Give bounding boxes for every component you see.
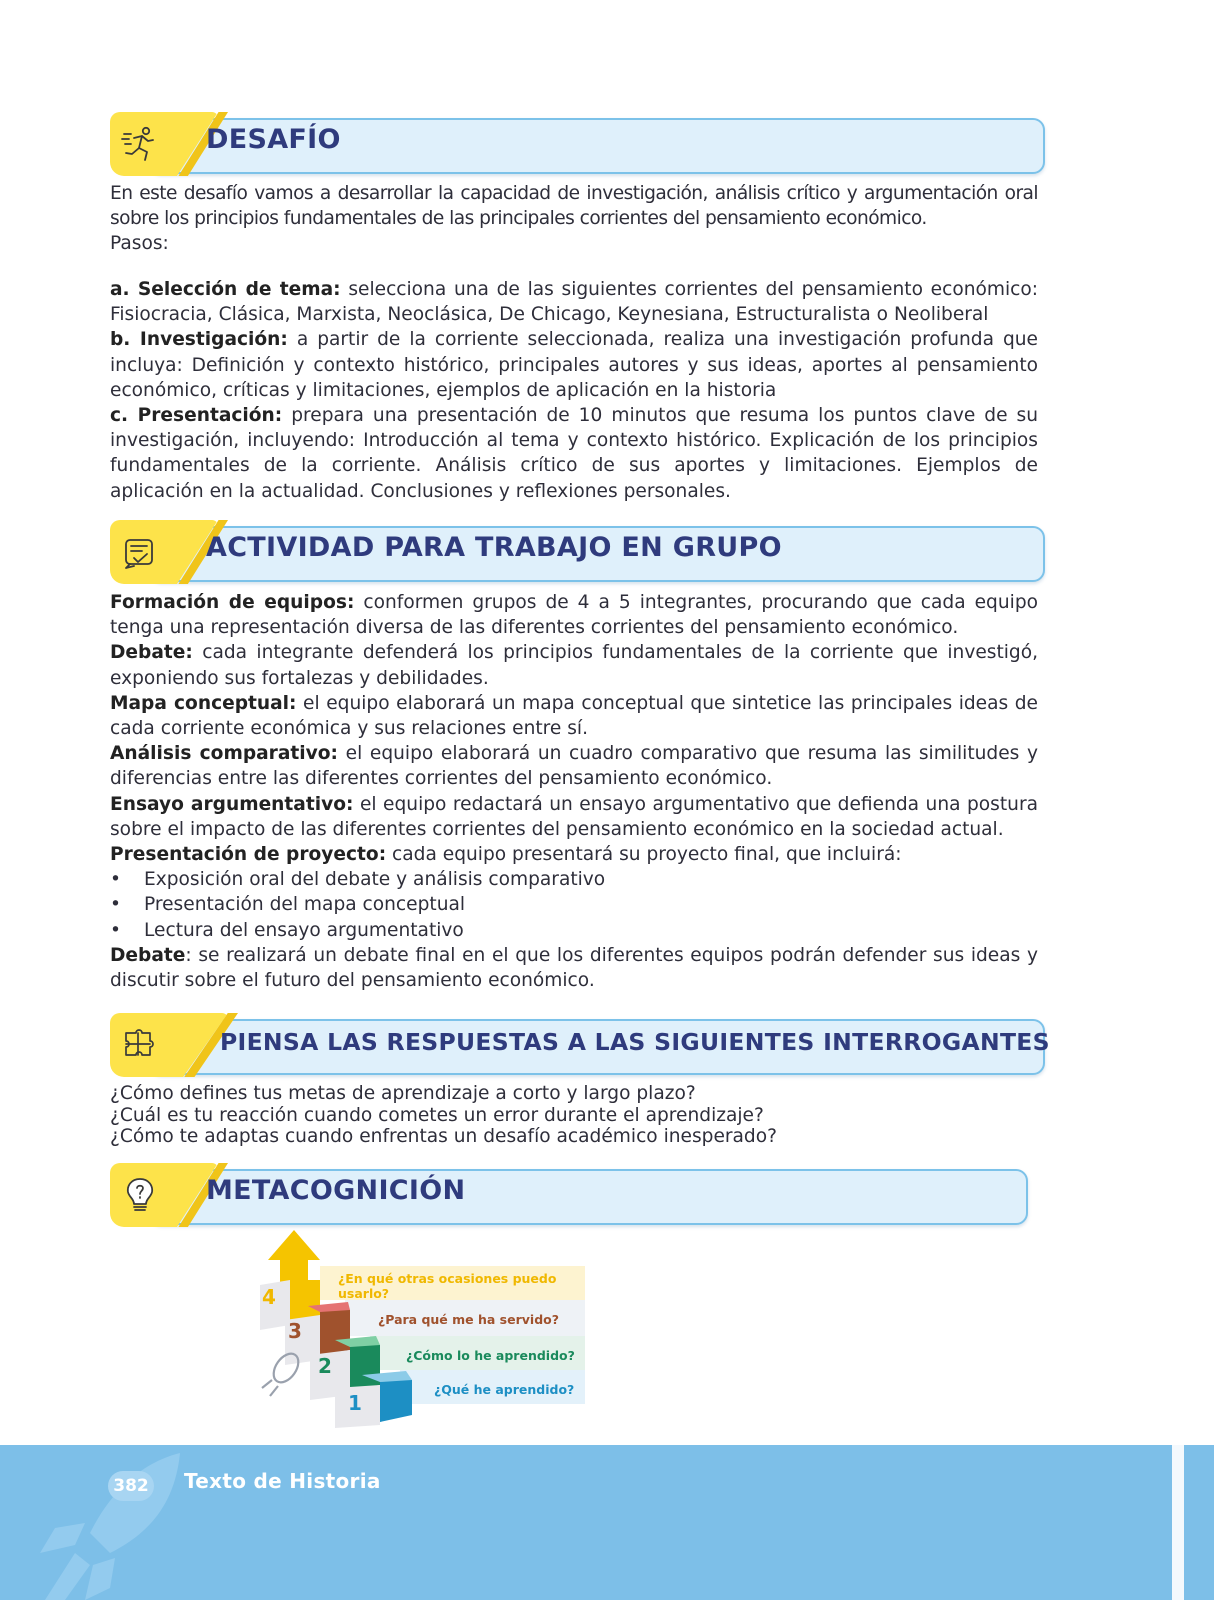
grupo-item-ensayo: Ensayo argumentativo: el equipo redactará un ensayo argumentativo que defienda una postura sobre el impacto de las diferentes corrientes del pensamiento económico en la sociedad actual.: [110, 793, 1038, 840]
step-2-number: 2: [318, 1354, 332, 1378]
question-3: ¿Cómo te adaptas cuando enfrentas un desafío académico inesperado?: [110, 1126, 777, 1148]
desafio-step-c: c. Presentación: prepara una presentación de 10 minutos que resuma los puntos clave de su investigación, incluyendo: Introducción al tema y contexto histórico. Explicación de los principios fundamentales de la corriente. Análisis crítico de sus aportes y limitaciones. Ejemplos de aplicación en la actualidad. Conclusiones y reflexiones personales.: [110, 405, 1038, 502]
step-3-question: ¿Para qué me ha servido?: [378, 1312, 559, 1327]
step-4-number: 4: [262, 1285, 276, 1309]
metacognicion-banner: [110, 1163, 1028, 1225]
question-2: ¿Cuál es tu reacción cuando cometes un error durante el aprendizaje?: [110, 1104, 764, 1126]
grupo-item-analisis: Análisis comparativo: el equipo elaborará un cuadro comparativo que resuma las similitudes y diferencias entre las diferentes corrientes del pensamiento económico.: [110, 743, 1038, 790]
grupo-item-debate: Debate: cada integrante defenderá los principios fundamentales de la corriente que investigó, exponiendo sus fortalezas y debilidades.: [110, 642, 1038, 689]
step-2-question: ¿Cómo lo he aprendido?: [406, 1348, 575, 1363]
puzzle-icon: [120, 1025, 160, 1065]
metacognicion-title: METACOGNICIÓN: [206, 1175, 466, 1206]
metacognition-stairs: [250, 1230, 590, 1430]
checklist-icon: [120, 532, 160, 572]
desafio-intro-text: En este desafío vamos a desarrollar la capacidad de investigación, análisis crítico y argumentación oral sobre los principios fundamentales de las principales corrientes del pensamiento económico.: [110, 183, 1038, 230]
step-1-question: ¿Qué he aprendido?: [434, 1382, 575, 1397]
grupo-final-debate: Debate: se realizará un debate final en el que los diferentes equipos podrán defender sus ideas y discutir sobre el futuro del pensamiento económico.: [110, 944, 1038, 992]
desafio-intro: [110, 181, 1038, 257]
grupo-title: ACTIVIDAD PARA TRABAJO EN GRUPO: [206, 532, 782, 563]
step-3-block: [320, 1310, 350, 1355]
desafio-steps: [110, 277, 1038, 504]
desafio-step-b: b. Investigación: a partir de la corriente seleccionada, realiza una investigación profunda que incluya: Definición y contexto histórico, principales autores y sus ideas, aportes al pensamiento económico, críticas y limitaciones, ejemplos de aplicación en la historia: [110, 329, 1038, 401]
rocket-icon: [262, 1349, 303, 1396]
bullet-item: • Lectura del ensayo argumentativo: [110, 919, 464, 941]
step-3-number: 3: [288, 1319, 302, 1343]
desafio-pasos-label: Pasos:: [110, 233, 169, 255]
step-4-question: ¿En qué otras ocasiones puedo: [338, 1271, 557, 1286]
grupo-item-equipos: Formación de equipos: conformen grupos de 4 a 5 integrantes, procurando que cada equipo tenga una representación diversa de las diferentes corrientes del pensamiento económico.: [110, 592, 1038, 639]
desafio-banner: [110, 112, 1045, 174]
step-4-question-line-2: usarlo?: [338, 1286, 390, 1301]
bullet-item: • Presentación del mapa conceptual: [110, 894, 466, 916]
grupo-body: [110, 590, 1038, 993]
grupo-item-mapa: Mapa conceptual: el equipo elaborará un mapa conceptual que sintetice las principales ideas de cada corriente económica y sus relaciones entre sí.: [110, 692, 1038, 740]
piensa-questions: [110, 1083, 1038, 1148]
page-number: 382: [108, 1471, 154, 1501]
bullet-item: • Exposición oral del debate y análisis comparativo: [110, 869, 606, 891]
step-1-number: 1: [348, 1391, 362, 1415]
page-footer: [0, 1445, 1214, 1600]
running-person-icon: [120, 124, 160, 164]
book-title: Texto de Historia: [184, 1469, 381, 1493]
step-2-block: [350, 1345, 380, 1390]
piensa-banner: [110, 1013, 1050, 1075]
piensa-title: PIENSA LAS RESPUESTAS A LAS SIGUIENTES INTERROGANTES: [220, 1028, 1050, 1056]
desafio-step-a: a. Selección de tema: selecciona una de las siguientes corrientes del pensamiento económico: Fisiocracia, Clásica, Marxista, Neoclásica, De Chicago, Keynesiana, Estructuralista o Neoliberal: [110, 279, 1038, 326]
step-1-block: [380, 1380, 412, 1422]
grupo-banner: [110, 520, 1045, 582]
lightbulb-icon: [120, 1175, 160, 1215]
grupo-item-presentacion: Presentación de proyecto: cada equipo presentará su proyecto final, que incluirá:: [110, 844, 902, 866]
question-1: ¿Cómo defines tus metas de aprendizaje a corto y largo plazo?: [110, 1083, 696, 1104]
desafio-title: DESAFÍO: [206, 124, 341, 155]
